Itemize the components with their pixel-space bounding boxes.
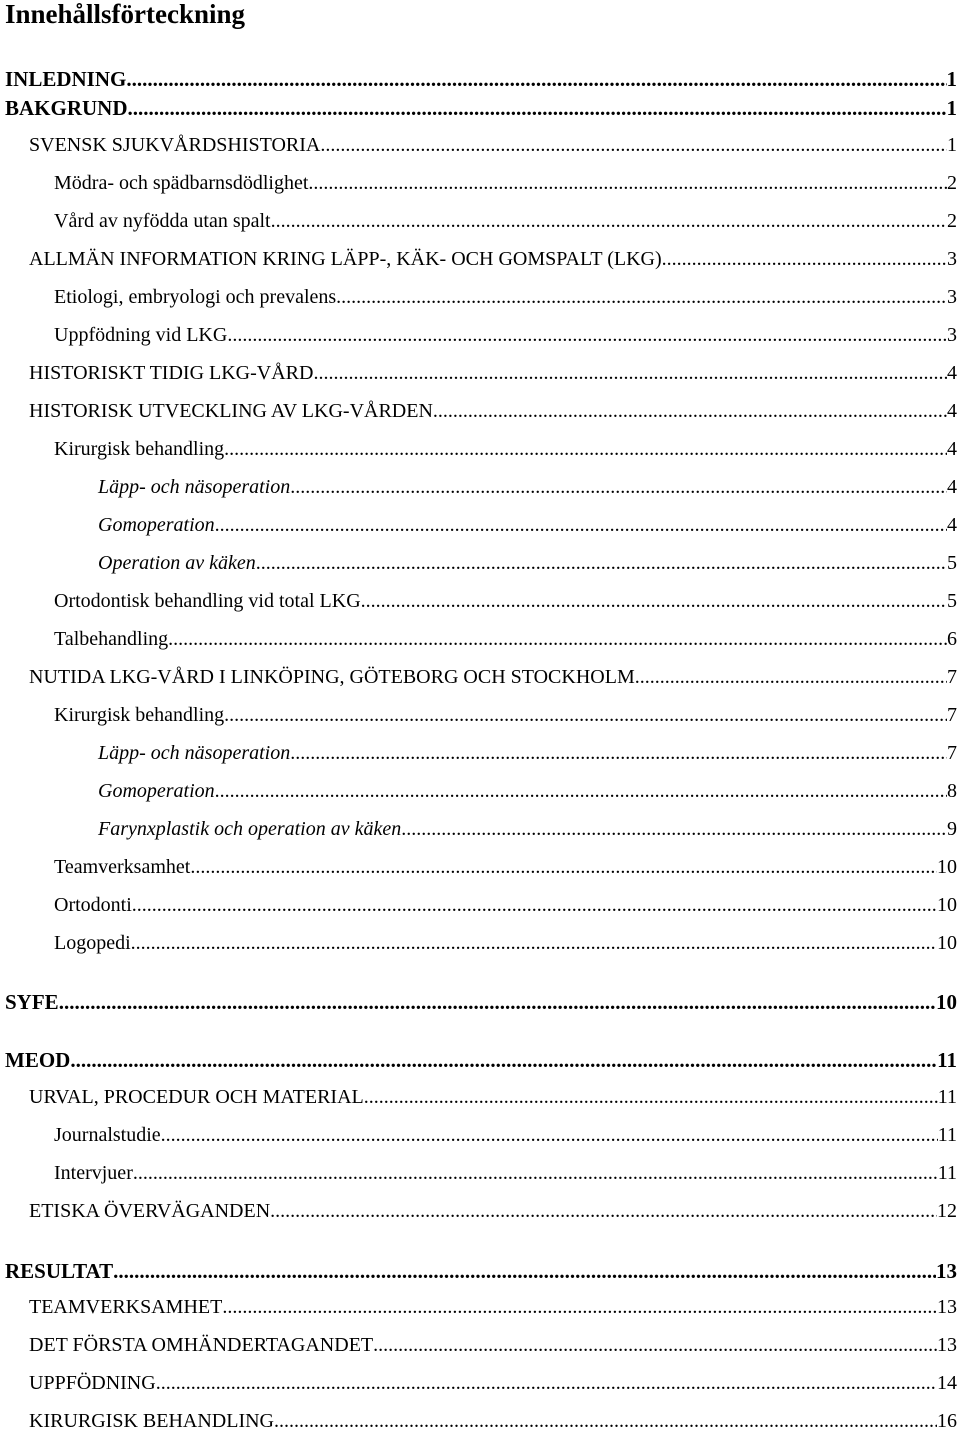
toc-entry[interactable] — [0, 932, 960, 962]
toc-entry[interactable] — [0, 990, 960, 1020]
toc-entry-title: TEAMVERKSAMHET — [29, 1296, 223, 1318]
dot-leader — [222, 1296, 937, 1319]
toc-entry-page-number: 3 — [947, 324, 957, 346]
toc-entry-page-number: 10 — [936, 990, 957, 1014]
toc-entry-page-number: 2 — [947, 172, 957, 194]
toc-entry-page-number: 3 — [947, 286, 957, 308]
toc-entry-title: Operation av käken — [98, 552, 256, 574]
toc-entry[interactable] — [0, 552, 960, 582]
toc-entry[interactable] — [0, 780, 960, 810]
toc-entry[interactable] — [0, 894, 960, 924]
toc-entry-page-number: 4 — [947, 362, 957, 384]
dot-leader — [156, 1372, 937, 1395]
toc-entry-title: KIRURGISK BEHANDLING — [29, 1410, 274, 1432]
toc-entry-title: DET FÖRSTA OMHÄNDERTAGANDET — [29, 1334, 374, 1356]
toc-entry[interactable] — [0, 1259, 960, 1289]
toc-entry-title: Teamverksamhet — [54, 856, 191, 878]
toc-entry-title: INLEDNING — [5, 67, 127, 91]
toc-entry-page-number: 14 — [937, 1372, 957, 1394]
dot-leader — [433, 400, 947, 423]
toc-entry[interactable] — [0, 1124, 960, 1154]
dot-leader — [308, 172, 947, 195]
toc-entry-title: HISTORISKT TIDIG LKG-VÅRD — [29, 362, 314, 384]
toc-entry[interactable] — [0, 67, 960, 97]
toc-entry-page-number: 10 — [937, 856, 957, 878]
dot-leader — [227, 324, 947, 347]
toc-entry-title: Etiologi, embryologi och prevalens — [54, 286, 337, 308]
dot-leader — [662, 248, 947, 271]
toc-entry[interactable] — [0, 704, 960, 734]
toc-entry-page-number: 11 — [937, 1162, 957, 1184]
toc-entry-page-number: 1 — [946, 67, 957, 91]
toc-entry-page-number: 6 — [947, 628, 957, 650]
toc-entry[interactable] — [0, 1372, 960, 1402]
toc-entry[interactable] — [0, 1334, 960, 1364]
toc-entry-page-number: 4 — [947, 476, 957, 498]
toc-entry-title: Logopedi — [54, 932, 131, 954]
toc-entry-page-number: 16 — [937, 1410, 957, 1432]
toc-entry[interactable] — [0, 1086, 960, 1116]
toc-entry[interactable] — [0, 818, 960, 848]
toc-entry-title: HISTORISK UTVECKLING AV LKG-VÅRDEN — [29, 400, 433, 422]
toc-entry-page-number: 11 — [937, 1124, 957, 1146]
dot-leader — [128, 96, 947, 121]
toc-entry[interactable] — [0, 438, 960, 468]
dot-leader — [361, 590, 947, 613]
toc-entry-page-number: 11 — [937, 1048, 957, 1072]
toc-entry-title: Uppfödning vid LKG — [54, 324, 228, 346]
toc-entry-page-number: 10 — [937, 894, 957, 916]
dot-leader — [161, 1124, 938, 1147]
toc-entry[interactable] — [0, 248, 960, 278]
toc-entry-title: Kirurgisk behandling — [54, 704, 225, 726]
toc-entry-page-number: 2 — [947, 210, 957, 232]
dot-leader — [70, 1048, 937, 1073]
toc-entry-title: Gomoperation — [98, 514, 215, 536]
toc-entry-title: ETISKA ÖVERVÄGANDEN — [29, 1200, 271, 1222]
toc-entry[interactable] — [0, 856, 960, 886]
toc-entry-page-number: 13 — [937, 1334, 957, 1356]
dot-leader — [126, 67, 946, 92]
dot-leader — [168, 628, 947, 651]
toc-entry[interactable] — [0, 1296, 960, 1326]
dot-leader — [313, 362, 947, 385]
toc-entry-title: Kirurgisk behandling — [54, 438, 225, 460]
dot-leader — [190, 856, 937, 879]
dot-leader — [290, 476, 947, 499]
toc-entry-page-number: 4 — [947, 400, 957, 422]
toc-entry-title: Vård av nyfödda utan spalt — [54, 210, 271, 232]
dot-leader — [274, 1410, 937, 1433]
toc-entry[interactable] — [0, 590, 960, 620]
dot-leader — [224, 438, 947, 461]
toc-entry[interactable] — [0, 514, 960, 544]
dot-leader — [270, 1200, 937, 1223]
toc-entry-page-number: 13 — [937, 1296, 957, 1318]
toc-entry-page-number: 5 — [947, 590, 957, 612]
dot-leader — [215, 514, 947, 537]
toc-entry-title: Journalstudie — [54, 1124, 161, 1146]
toc-entry-title: BAKGRUND — [5, 96, 128, 120]
toc-entry[interactable] — [0, 172, 960, 202]
dot-leader — [131, 932, 937, 955]
toc-entry-page-number: 10 — [937, 932, 957, 954]
toc-entry[interactable] — [0, 400, 960, 430]
dot-leader — [320, 134, 947, 157]
toc-entry-page-number: 13 — [936, 1259, 957, 1283]
toc-entry-page-number: 9 — [947, 818, 957, 840]
toc-entry-title: Mödra- och spädbarnsdödlighet — [54, 172, 309, 194]
dot-leader — [635, 666, 947, 689]
toc-entry-title: RESULTAT — [5, 1259, 114, 1283]
toc-entry-page-number: 5 — [947, 552, 957, 574]
toc-entry[interactable] — [0, 742, 960, 772]
toc-entry-title: ALLMÄN INFORMATION KRING LÄPP-, KÄK- OCH GOMSPALT (LKG) — [29, 248, 662, 270]
toc-entry-title: NUTIDA LKG-VÅRD I LINKÖPING, GÖTEBORG OCH STOCKHOLM — [29, 666, 635, 688]
toc-entry[interactable] — [0, 286, 960, 316]
toc-entry-page-number: 4 — [947, 514, 957, 536]
toc-entry-title: Farynxplastik och operation av käken — [98, 818, 402, 840]
toc-entry[interactable] — [0, 362, 960, 392]
toc-entry-title: Läpp- och näsoperation — [98, 742, 291, 764]
dot-leader — [224, 704, 947, 727]
dot-leader — [59, 990, 936, 1015]
toc-entry[interactable] — [0, 210, 960, 240]
toc-entry-page-number: 7 — [947, 666, 957, 688]
page-title: Innehållsförteckning — [5, 0, 246, 29]
dot-leader — [215, 780, 947, 803]
toc-entry-page-number: 12 — [937, 1200, 957, 1222]
toc-entry[interactable] — [0, 476, 960, 506]
toc-entry-page-number: 1 — [947, 134, 957, 156]
dot-leader — [133, 1162, 938, 1185]
toc-entry-title: Läpp- och näsoperation — [98, 476, 291, 498]
toc-entry-title: Ortodontisk behandling vid total LKG — [54, 590, 361, 612]
dot-leader — [364, 1086, 938, 1109]
toc-entry[interactable] — [0, 628, 960, 658]
dot-leader — [401, 818, 947, 841]
toc-entry-title: Ortodonti — [54, 894, 132, 916]
toc-entry[interactable] — [0, 1048, 960, 1078]
dot-leader — [373, 1334, 937, 1357]
toc-entry-title: MEOD — [5, 1048, 71, 1072]
toc-entry[interactable] — [0, 134, 960, 164]
toc-entry[interactable] — [0, 1162, 960, 1192]
toc-entry-title: Intervjuer — [54, 1162, 133, 1184]
dot-leader — [336, 286, 947, 309]
dot-leader — [132, 894, 937, 917]
toc-entry-page-number: 3 — [947, 248, 957, 270]
toc-entry[interactable] — [0, 324, 960, 354]
toc-entry-page-number: 11 — [937, 1086, 957, 1108]
toc-entry-page-number: 7 — [947, 742, 957, 764]
dot-leader — [113, 1259, 936, 1284]
toc-entry-page-number: 7 — [947, 704, 957, 726]
toc-entry-title: SVENSK SJUKVÅRDSHISTORIA — [29, 134, 321, 156]
toc-entry[interactable] — [0, 1410, 960, 1440]
toc-entry-title: URVAL, PROCEDUR OCH MATERIAL — [29, 1086, 364, 1108]
toc-entry[interactable] — [0, 1200, 960, 1230]
toc-entry-page-number: 1 — [946, 96, 957, 120]
toc-entry[interactable] — [0, 96, 960, 126]
dot-leader — [256, 552, 947, 575]
toc-entry-page-number: 8 — [947, 780, 957, 802]
toc-entry[interactable] — [0, 666, 960, 696]
dot-leader — [271, 210, 947, 233]
toc-entry-title: Gomoperation — [98, 780, 215, 802]
toc-entry-title: SYFE — [5, 990, 59, 1014]
toc-entry-page-number: 4 — [947, 438, 957, 460]
toc-entry-title: UPPFÖDNING — [29, 1372, 156, 1394]
dot-leader — [290, 742, 947, 765]
toc-entry-title: Talbehandling — [54, 628, 169, 650]
